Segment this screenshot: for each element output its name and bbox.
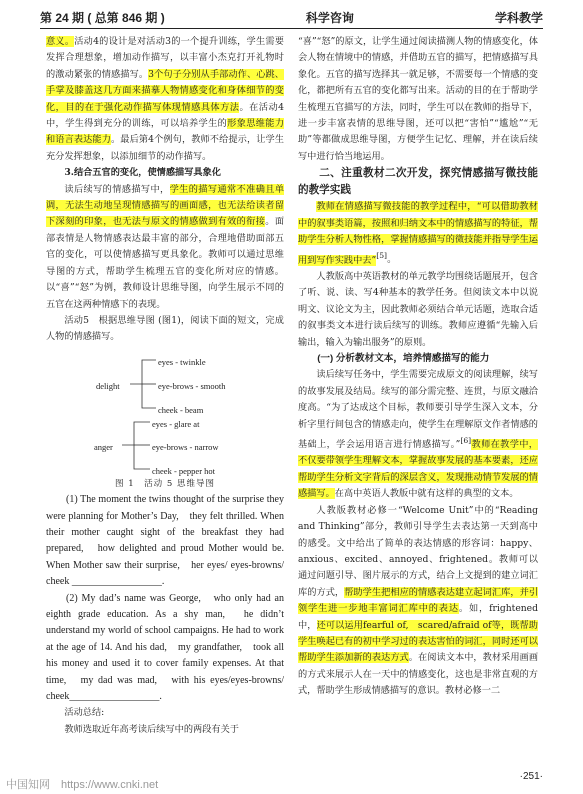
subsection-heading-1: (一) 分析教材文本，培养情感描写的能力 (317, 352, 490, 364)
emotion-delight: delight (96, 380, 120, 391)
text: 在高中英语人教版中就有这样的典型的文本。 (334, 488, 519, 500)
highlight: 教师在教学中，不仅要带领学生理解文本，掌握故事发展的基本要素，还应帮助学生分析文字背后的深层含义，发现推动情节发展的情感描写。 (298, 439, 538, 500)
delight-cheek: cheek - beam (158, 404, 204, 415)
journal-name: 科学咨询 (305, 11, 354, 25)
subheading-3: 3.结合五官的变化，使情感描写具象化 (64, 167, 221, 179)
page-number: ·251· (519, 771, 543, 782)
citation: [5] (376, 251, 388, 261)
figure-caption: 图 1 活动 5 思维导图 (115, 478, 215, 489)
citation: [6] (460, 436, 472, 445)
highlight: 学生的描写通常不准确且单调，无法生动地呈现情感描写的画面感，也无法给读者留下深刻的印象，也无法与原文的情感做到有效的衔接 (46, 183, 285, 228)
right-column (298, 34, 538, 700)
text: 读后续写任务中，学生需要完成原文的阅读理解，续写的故事发展及结局。续写的部分需完整、连贯，与原文融洽度高。“为了达成这个目标，教师要引导学生深入文本，分析字里行间包含的情感走向，使学生在理解原文作者情感的基础上，学会运用语言进行情感描写。” (298, 369, 538, 451)
text: 。如，frightened中， (298, 603, 538, 631)
anger-branch-line (134, 445, 150, 469)
paragraph-continued: “喜”“怒”的原文，让学生通过阅读描测人物的情感变化，体会人物在情境中的情感，并借助五官的描写，把情感描写具象化。五官的描写选择其一就足够，不需要每一个情感的变化，都把所有五官的变化都写出来。活动的目的在于帮助学生梳理五官描写的方法，同时，学生可以在教师的指导下，进一步丰富表情的思维导图，还可以把“害怕”“尴尬”“无助”等都做成思维导图，方便学生记忆、理解，并在读后续写中进行恰当地运用。 (298, 36, 538, 162)
text: 。在活动4中，学生得到充分的训练，可以培养学生的 (46, 101, 284, 130)
delight-eyebrows: eye-brows - smooth (158, 380, 226, 391)
text: 人教版教材必修一“Welcome Unit”中的“Reading and Thinking”部分，教师引导学生去表达第一天到高中的感受。文中给出了简单的表达情感的形容词：happy、anxious、excited、annoyed、frightened。教师可以通过问题引导、图片展示的方式，结合上文提到的建立词汇库的方式， (298, 504, 538, 598)
text: 。 (387, 254, 397, 266)
summary-label: 活动总结: (64, 707, 105, 719)
paragraph-facial (46, 182, 284, 313)
mind-map-figure (46, 348, 284, 476)
anger-cheek: cheek - pepper hot (152, 465, 216, 476)
text: 。最后第4个例句，教师不给提示，让学生充分发挥想象，以添加细节的动作描写。 (46, 134, 284, 162)
delight-branch-line (130, 360, 156, 384)
section-heading-2: 二、注重教材二次开发，探究情感描写微技能的教学实践 (298, 167, 538, 197)
highlight: 意义。 (46, 36, 75, 47)
highlight: 3个句子分别从手部动作、心跳、手掌及膝盖这几方面来描摹人物情感变化和身体细节的变化，目的在于强化动作描写体现情感具体方法 (46, 68, 284, 113)
left-column (46, 34, 284, 738)
text: 读后续写的情感描写中， (64, 183, 170, 195)
paragraph-activity5: 活动5 根据思维导图 (图1)，阅读下面的短文，完成人物的情感描写。 (46, 314, 284, 343)
delight-branch-line (142, 384, 156, 408)
highlight: 教师在情感描写微技能的教学过程中，“可以借助教材中的叙事类语篇，按照和归纳文本中的情感描写的特征，帮助学生分析人物性格，掌握情感描写的微技能并指导学生运用到写作实践中去” (298, 201, 538, 266)
exercise-1: (1) The moment the twins thought of the surprise they were planning for Mother’s Day, they felt thrilled. When their mother caught sight of the breakfast they had prepared, how delighted and proud Mother would be. When Mother saw their surprise, her eyes/ eyes-browns/ cheek __________________. (46, 494, 284, 588)
exercise-2: (2) My dad’s name was George, who only had an eighth grade education. As a shy man, he didn’t understand my world of school campaigns. He had to work at the age of 14. And his dad, my grandfather, took all his money and used it to cover family expenses. At that time, my dad was mad, with his eyes/eyes-browns/ cheek__________________. (46, 592, 284, 702)
section-name: 学科教学 (494, 11, 543, 25)
running-header (40, 10, 543, 26)
emotion-anger: anger (94, 441, 113, 452)
watermark: 中国知网 https://www.cnki.net (6, 779, 159, 791)
highlight: 形象思维能力和语言表达能力 (46, 118, 285, 146)
delight-eyes: eyes - twinkle (158, 356, 206, 367)
paragraph-activity4 (46, 34, 284, 165)
paragraph-welcome-unit (298, 503, 538, 700)
text: 活动4的设计是对活动3的一个提升训练，学生需要发挥合理想象，增加动作描写，以丰富小杰克打开礼物时的激动紧张的情感描写。 (46, 36, 284, 80)
header-rule (40, 28, 543, 29)
paragraph-textbook: 人教版高中英语教材的单元教学均围绕话题展开，包含了听、说、读、写4种基本的教学任务。但阅读文本中以说明文、议论文为主，因此教师必须结合单元话题，选取合适的叙事类文本进行读后续写的训练。教师应遵循“先输入后输出，输入为输出服务”的原则。 (298, 270, 538, 348)
issue-info: 第 24 期 ( 总第 846 期 ) (40, 11, 165, 25)
anger-eyebrows: eye-brows - narrow (152, 441, 219, 452)
highlight: 还可以运用fearful of, scared/afraid of等，既帮助学生唤起已有的初中学习过的表达害怕的词汇，同时还可以帮助学生添加新的表达方式 (298, 619, 538, 664)
text: 。在阅读文本中，教材采用画画的方式来展示人在一天中的情感变化，这也是非常直观的方式，帮助学生形成情感描写的意识。教材必修一二 (298, 652, 539, 697)
text: 。面部表情是人物情感表达最丰富的部分，合理地借助面部五官的变化，可以使情感描写更具象化。教师可以通过思维导图的方式，帮助学生梳理五官的变化所对应的情感。以“喜”“怒”为例，教师设计思维导图，向学生展示不同的五官在这两种情感下的表现。 (46, 216, 285, 310)
anger-branch-line (122, 422, 150, 445)
summary-text: 教师选取近年高考读后续写中的两段有关于 (64, 723, 239, 735)
paragraph-analysis (298, 367, 538, 502)
anger-eyes: eyes - glare at (152, 418, 200, 429)
paragraph-teaching (298, 199, 538, 269)
highlight: 帮助学生把相应的情感表达建立起词汇库，并引领学生进一步地丰富词汇库中的表达 (298, 586, 539, 615)
